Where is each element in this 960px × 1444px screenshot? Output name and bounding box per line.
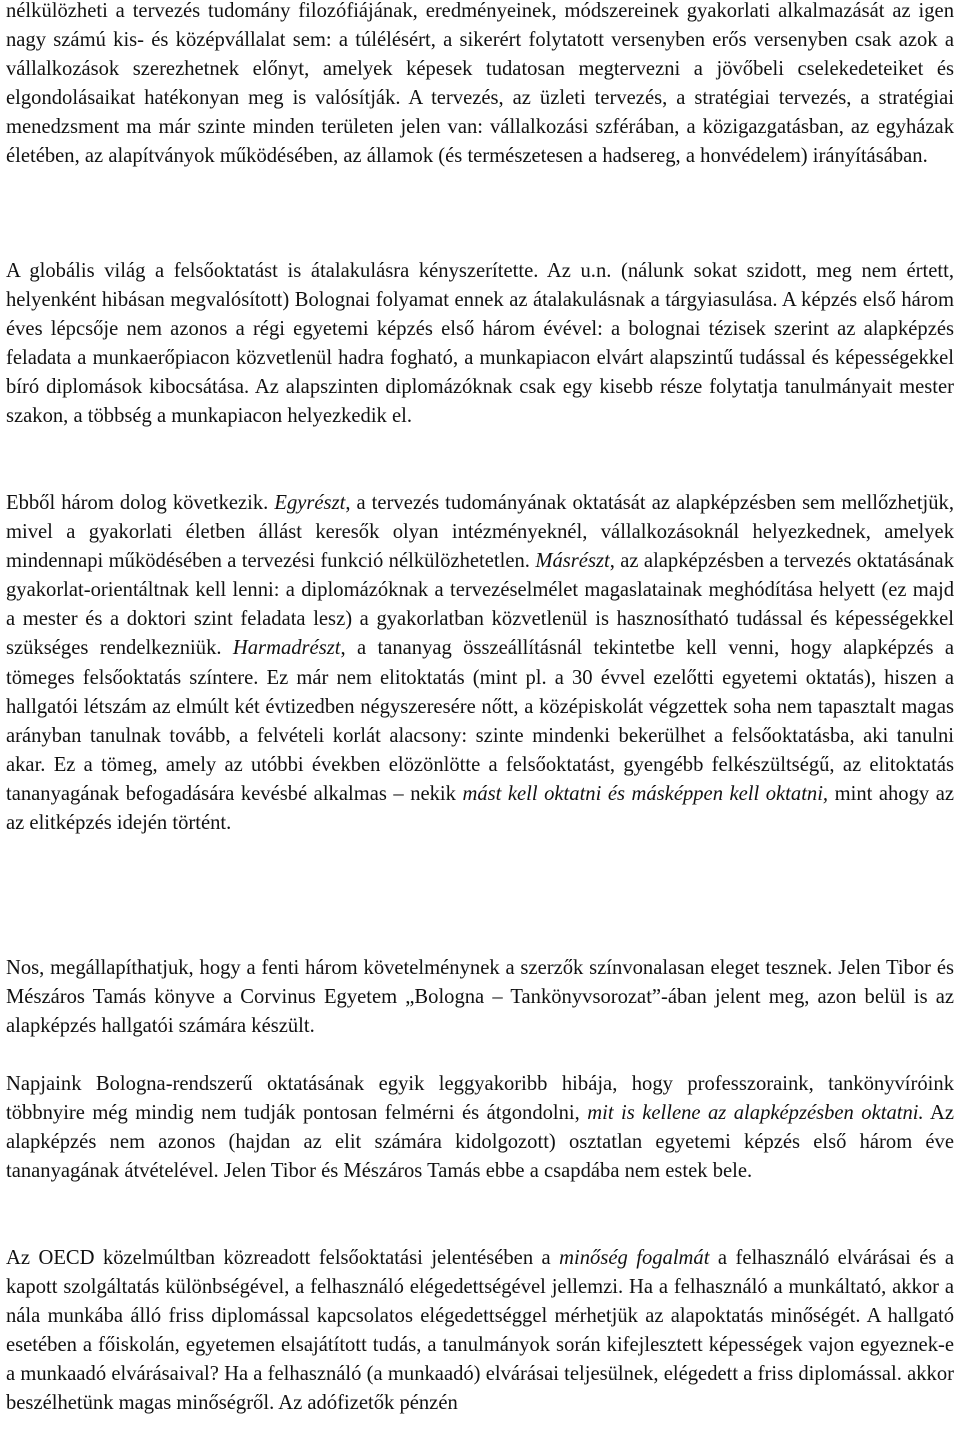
paragraph-3-italic-phrase: mást kell oktatni és másképpen kell oktatni, <box>462 782 829 805</box>
paragraph-2: A globális világ a felsőoktatást is átalakulásra kényszerítette. Az u.n. (nálunk sokat szidott, meg nem értett, helyenként hibásan megvalósított) Bolognai folyamat ennek az átalakulásnak a tárgyiasulása. A képzés első három éves lépcsője nem azonos a régi egyetemi képzés első három évével: a bolognai tézisek szerint az alapképzés feladata a munkaerőpiacon közvetlenül hadra fogható, a munkapiacon elvárt alapszintű tudással és képességekkel bíró diplomások kibocsátása. Az alapszinten diplomázóknak csak egy kisebb része folytatja tanulmányait mester szakon, a többség a munkapiacon helyezkedik el. <box>6 260 954 428</box>
paragraph-3-text-4: , a tananyag összeállításnál tekintetbe kell venni, hogy alapképzés a tömeges felsőoktatás színtere. Ez már nem elitoktatás (mint pl. a 30 évvel ezelőtti egyetemi oktatás), hiszen a hallgatói létszám az elmúlt két évtizedben négyszeresére nőtt, a középiskolát végzettek soha nem tapasztalt magas arányban tanulnak tovább, a felvételi korlát alacsony: szinte mindenki bekerülhet a felsőoktatásba, aki tanulni akar. Ez a tömeg, amely az utóbbi években elözönlötte a felsőoktatást, gyengébb felkészültségű, az elitoktatás tananyagának befogadására kevésbé alkalmas – nekik <box>6 637 954 805</box>
paragraph-1: nélkülözheti a tervezés tudomány filozófiájának, eredményeinek, módszereinek gyakorlati alkalmazását az igen nagy számú kis- és középvállalat sem: a túlélésért, a sikerért folytatott versenyben erős versenyben csak azok a vállalkozások szerezhetnek előnyt, amelyek képesek tudatosan megtervezni a jövőbeli cselekedeteiket és elgondolásaikat hatékonyan meg is valósítják. A tervezés, az üzleti tervezés, a stratégiai tervezés, a stratégiai menedzsment ma már szinte minden területen jelen van: vállalkozási szférában, a közigazgatásban, az egyházak életében, az alapítványok működésében, az államok (és természetesen a hadsereg, a honvédelem) irányításában. <box>6 0 954 168</box>
paragraph-3-italic-harmadreszt: Harmadrészt <box>232 637 341 660</box>
paragraph-3-italic-egyreszt: Egyrészt <box>274 492 346 514</box>
paragraph-3-italic-masreszt: Másrészt <box>535 550 610 573</box>
paragraph-3-text-1: Ebből három dolog következik. <box>6 492 275 514</box>
paragraph-6-text-1: Az OECD közelmúltban közreadott felsőoktatási jelentésében a <box>6 1247 560 1269</box>
paragraph-3-text-2: , a tervezés tudományának oktatását az alapképzésben sem mellőzhetjük, mivel a gyakorlati életben állást keresők olyan intézményeknél, vállalkozásoknál helyezkednek, amelyek mindennapi működésében a tervezési funkció nélkülözhetetlen. <box>6 492 955 573</box>
paragraph-4: Nos, megállapíthatjuk, hogy a fenti három követelménynek a szerzők színvonalasan eleget tesznek. Jelen Tibor és Mészáros Tamás könyve a Corvinus Egyetem „Bologna – Tankönyvsorozat”-ában jelent meg, azon belül is az alapképzés hallgatói számára készült. <box>6 957 954 1038</box>
paragraph-3-text-3: , az alapképzésben a tervezés oktatásának gyakorlat-orientáltnak kell lenni: a diplomázóknak a tervezéselmélet magaslatainak meghódítása helyett (ez majd a mester és a doktori szint feladata lesz) a gyakorlatban közvetlenül is hasznosítható tudással és képességekkel szükséges rendelkezniük. <box>6 550 954 660</box>
paragraph-5-text-2: Az alapképzés nem azonos (hajdan az elit számára kidolgozott) osztatlan egyetemi képzés első három éve tananyagának átvételével. Jelen Tibor és Mészáros Tamás ebbe a csapdába nem estek bele. <box>6 1102 954 1183</box>
paragraph-5-text-1: Napjaink Bologna-rendszerű oktatásának egyik leggyakoribb hibája, hogy professzoraink, tankönyvíróink többnyire még mindig nem tudják pontosan felmérni és átgondolni, <box>6 1073 954 1125</box>
paragraph-5-italic-phrase: mit is kellene az alapképzésben oktatni. <box>587 1102 924 1125</box>
paragraph-5 <box>6 1070 954 1186</box>
paragraph-6-text-2: a felhasználó elvárásai és a kapott szolgáltatás különbségével, a felhasználó elégedettségével jellemzi. Ha a felhasználó a munkáltató, akkor a nála munkába álló friss diplomással kapcsolatos elégedettséggel mérhetjük az alapoktatás minőségét. A hallgató esetében a főiskolán, egyetemen elsajátított tudás, a tanulmányok során kifejlesztett képességek vajon egyeznek-e a munkaadó elvárásaival? Ha a felhasználó (a munkaadó) elvárásai teljesülnek, elégedett a friss diplomással. akkor beszélhetünk magas minőségről. Az adófizetők pénzén <box>6 1247 955 1415</box>
paragraph-6-italic-phrase: minőség fogalmát <box>559 1247 710 1269</box>
paragraph-3-text-5: mint ahogy az az elitképzés idején történt. <box>6 782 954 835</box>
paragraph-3 <box>6 489 954 838</box>
paragraph-6 <box>6 1244 954 1419</box>
